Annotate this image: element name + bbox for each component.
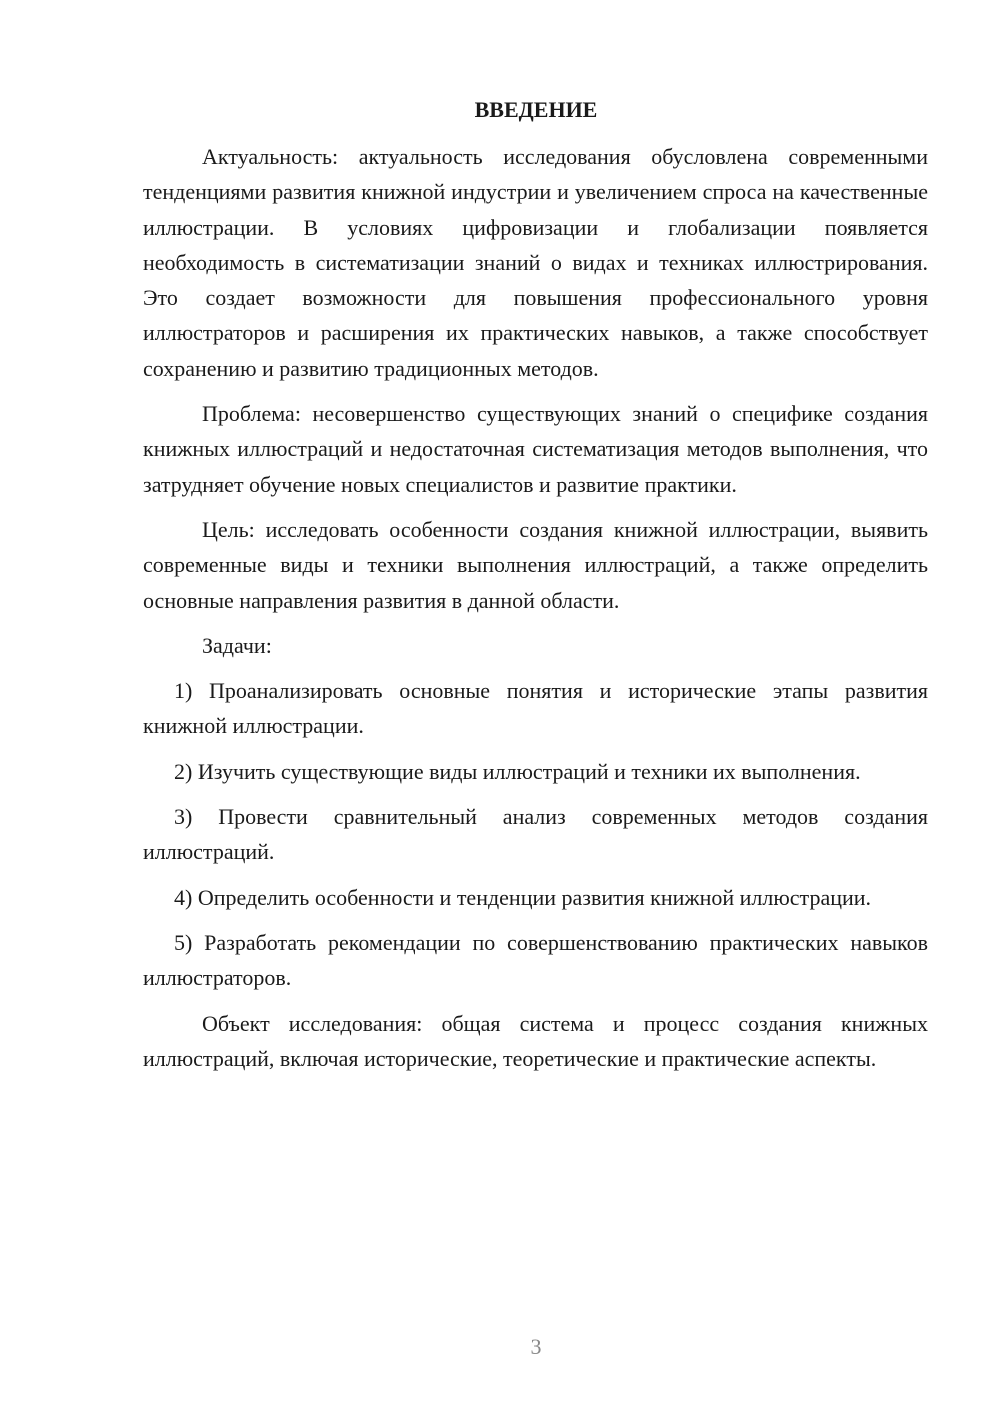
task-item-2: 2) Изучить существующие виды иллюстраций и техники их выполнения. <box>174 758 861 784</box>
task-item-4: 4) Определить особенности и тенденции развития книжной иллюстрации. <box>174 884 872 910</box>
paragraph-problem: Проблема: несовершенство существующих знаний о специфике создания книжных иллюстраций и недостаточная систематизация методов выполнения, что затрудняет обучение новых специалистов и развитие практики. <box>143 401 928 497</box>
page-number: 3 <box>530 1334 542 1359</box>
paragraph-relevance: Актуальность: актуальность исследования обусловлена современными тенденциями развития книжной индустрии и увеличением спроса на качественные иллюстрации. В условиях цифровизации и глобализации появляется необходимость в систематизации знаний о видах и техниках иллюстрирования. Это создает возможности для повышения профессионального уровня иллюстраторов и расширения их практических навыков, а также способствует сохранению и развитию традиционных методов. <box>143 144 928 381</box>
task-item-5: 5) Разработать рекомендации по совершенствованию практических навыков иллюстраторов. <box>143 929 928 991</box>
page-content <box>143 95 928 1086</box>
section-title: ВВЕДЕНИЕ <box>474 97 598 122</box>
paragraph-object: Объект исследования: общая система и процесс создания книжных иллюстраций, включая исторические, теоретические и практические аспекты. <box>143 1010 928 1071</box>
task-item-3: 3) Провести сравнительный анализ современных методов создания иллюстраций. <box>143 804 928 865</box>
tasks-label: Задачи: <box>202 632 272 658</box>
paragraph-goal: Цель: исследовать особенности создания книжной иллюстрации, выявить современные виды и техники выполнения иллюстраций, а также определить основные направления развития в данной области. <box>143 516 928 613</box>
task-item-1: 1) Проанализировать основные понятия и исторические этапы развития книжной иллюстрации. <box>143 678 928 739</box>
